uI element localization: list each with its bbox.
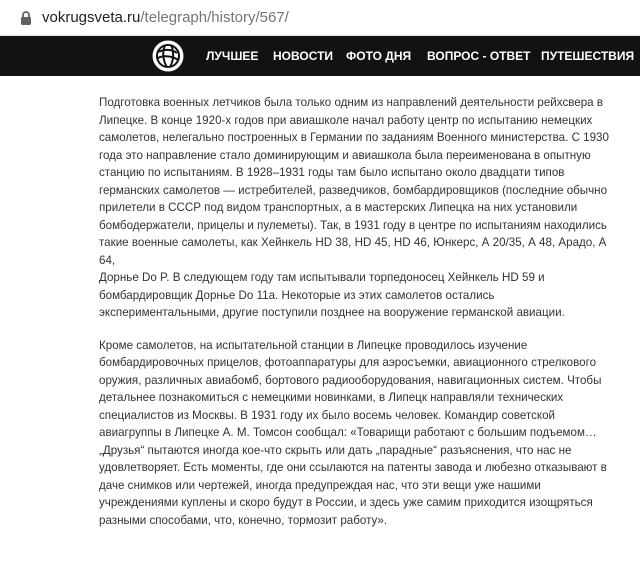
- address-bar[interactable]: [0, 0, 640, 36]
- url-host: vokrugsveta.ru: [42, 9, 141, 26]
- nav-item-travel[interactable]: ПУТЕШЕСТВИЯ: [541, 49, 635, 63]
- article-paragraph-1: Подготовка военных летчиков была только одним из направлений деятельности рейхсвера в Липецке. В конце 1920-х годов при авиашколе начал работу центр по испытанию немецких самолетов, нелегально построенных в Германии по заданиям Военного министерства. С 1930 года это направление стало доминирующим и авиашкола была переименована в опытную станцию по испытаниям. В 1928–1931 годы там было испытано около двадцати типов германских самолетов — истребителей, разведчиков, бомбардировщиков (последние обычно прилетели в СССР под видом транспортных, а в мастерских Липецка на них установили бомбодержатели, прицелы и пулеметы). Так, в 1931 году в центре по испытаниям находились такие военные самолеты, как Хейнкель HD 38, HD 45, HD 46, Юнкерс, А 20/35, А 48, Арадо, А 64, Дорнье Do P. В следующем году там испытывали торпедоносец Хейнкель HD 59 и бомбардировщик Дорнье Do 11a. Некоторые из этих самолетов остались экспериментальными, другие поступили позднее на вооружение германской авиации.: [99, 96, 609, 319]
- globe-logo-icon[interactable]: [152, 40, 184, 72]
- url-text[interactable]: [42, 9, 289, 27]
- article-body: [99, 94, 619, 529]
- nav-item-photo-of-day[interactable]: ФОТО ДНЯ: [346, 49, 412, 63]
- lock-icon[interactable]: [18, 10, 34, 26]
- site-navigation: [0, 36, 640, 76]
- nav-item-news[interactable]: НОВОСТИ: [273, 49, 334, 63]
- nav-item-question-answer[interactable]: ВОПРОС - ОТВЕТ: [427, 49, 531, 63]
- url-path: /telegraph/history/567/: [140, 9, 289, 26]
- article-paragraph-2: Кроме самолетов, на испытательной станции в Липецке проводилось изучение бомбардировочных прицелов, фотоаппаратуры для аэросъемки, авиационного стрелкового оружия, различных авиабомб, бортового радиооборудования, навигационных систем. Чтобы детальнее познакомиться с немецкими новинками, в Липецк направляли технических специалистов из Москвы. В 1931 году их было восемь человек. Командир советской авиагруппы в Липецке А. М. Томсон сообщал: «Товарищи работают с большим подъемом… „Друзья“ пытаются иногда кое-что скрыть или дать „парадные“ разъяснения, что нас не удовлетворяет. Есть моменты, где они ссылаются на патенты завода и любезно отказывают в даче снимков или чертежей, иногда предупреждая нас, что эти вещи уже нашими учреждениями куплены и скоро будут в России, и здесь уже самим приходится изощряться разными способами, что, конечно, тормозит работу».: [99, 338, 607, 527]
- nav-item-best[interactable]: ЛУЧШЕЕ: [206, 49, 259, 63]
